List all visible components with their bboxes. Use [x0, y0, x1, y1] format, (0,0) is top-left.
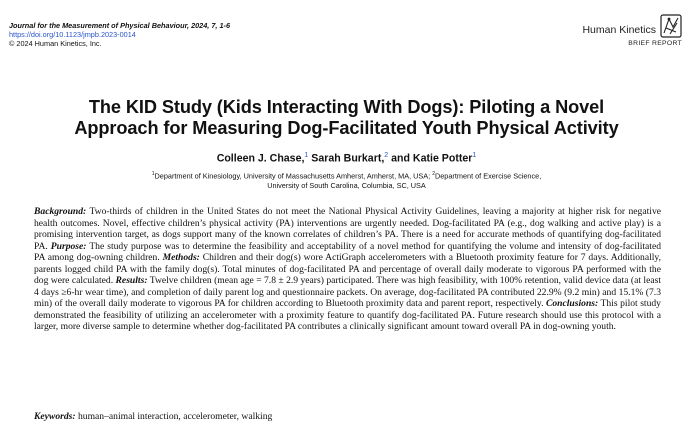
affiliation-marker: 2 — [432, 171, 435, 177]
human-kinetics-logo-icon — [660, 14, 682, 38]
keywords-label: Keywords: — [34, 411, 76, 422]
affiliation-line-1 — [0, 169, 693, 181]
abstract-purpose-label: Purpose: — [50, 240, 87, 252]
publisher-name: Human Kinetics — [582, 24, 656, 36]
article-title — [0, 97, 693, 138]
keywords-text: human–animal interaction, accelerometer, walking — [75, 411, 273, 422]
author-name: Colleen J. Chase, — [216, 152, 305, 165]
affiliations — [0, 169, 693, 191]
journal-citation: Journal for the Measurement of Physical Behaviour, 2024, 7, 1-6 — [9, 21, 231, 30]
author-affiliation-ref[interactable]: 1 — [472, 152, 477, 159]
abstract-conclusions-text: This pilot study demonstrated the feasibility of utilizing an accelerometer with a proximity feature to quantify dog-facilitated PA. Future research should use this protocol with a larger, more diverse sample to determine whether dog-facilitated PA contributes a clinically significant amount toward overall PA in dog-owning youth. — [34, 298, 661, 333]
affiliation-line-2: University of South Carolina, Columbia, SC, USA — [267, 181, 426, 191]
abstract-background-label: Background: — [34, 206, 87, 217]
abstract-conclusions-label: Conclusions: — [545, 298, 599, 310]
abstract-results-label: Results: — [115, 275, 148, 287]
author-list — [0, 152, 693, 165]
abstract-methods-text: Children and their dog(s) wore ActiGraph accelerometers with a Bluetooth proximity feature for 7 days. Additionally, parents logged child PA with the family dog(s). Total minutes of dog-facilitated PA and percentage of overall daily moderate to vigorous PA performed with the dog were calculated. — [34, 252, 661, 287]
abstract — [34, 206, 661, 333]
affiliation-text: Department of Kinesiology, University of Massachusetts Amherst, Amherst, MA, USA; — [154, 171, 433, 181]
affiliation-marker: 1 — [151, 171, 155, 177]
abstract-results-text: Twelve children (mean age = 7.8 ± 2.9 years) participated. There was high feasibility, with 100% retention, valid device data (at least 4 days ≥6-hr wear time), and completion of daily parent log and questionnaire packets. On average, dog-facilitated PA contributed 22.9% (9.2 min) and 15.1% (7.3 min) of the overall daily moderate to vigorous PA for children according to Bluetooth proximity data and parent report, respectively. — [34, 275, 661, 310]
author-name: and Katie Potter — [391, 152, 473, 165]
author-name: Sarah Burkart, — [311, 152, 385, 165]
journal-header — [9, 21, 230, 48]
author-affiliation-ref[interactable]: 1 — [304, 152, 309, 159]
author-affiliation-ref[interactable]: 2 — [384, 152, 389, 159]
title-line-2: Approach for Measuring Dog-Facilitated Youth Physical Activity — [74, 117, 619, 138]
copyright-notice: © 2024 Human Kinetics, Inc. — [9, 39, 102, 48]
doi-link[interactable]: https://doi.org/10.1123/jmpb.2023-0014 — [9, 30, 136, 39]
publisher-block — [582, 14, 682, 47]
article-type: BRIEF REPORT — [628, 40, 682, 47]
keywords — [34, 411, 272, 422]
abstract-background-text: Two-thirds of children in the United States do not meet the National Physical Activity Guidelines, leaving a majority at higher risk for negative health outcomes. Novel, effective children’s physical activity (PA) interventions are urgently needed. Dog-facilitated PA (e.g., dog walking and active play) is a promising intervention target, as dogs support many of the known correlates of children’s PA. There is a need for accurate methods of quantifying dog-facilitated PA. — [34, 206, 661, 252]
title-line-1: The KID Study (Kids Interacting With Dogs): Piloting a Novel — [88, 97, 605, 117]
abstract-purpose-text: The study purpose was to determine the feasibility and acceptability of a novel method for quantifying the volume and intensity of dog-facilitated PA among dog-owning children. — [34, 240, 661, 264]
abstract-methods-label: Methods: — [162, 252, 200, 264]
affiliation-text: Department of Exercise Science, — [434, 171, 542, 181]
